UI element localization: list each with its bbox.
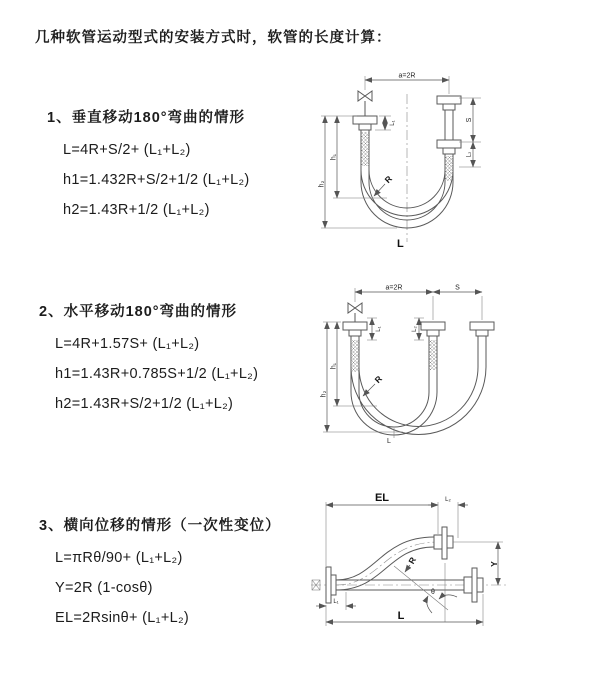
- section-horizontal-movement: [39, 300, 258, 419]
- section-2-heading: 2、水平移动180°弯曲的情形: [39, 304, 238, 320]
- dim-el-label: EL: [374, 492, 390, 504]
- formula-length: L=4R+1.57S+ (L₁+L₂): [55, 336, 200, 352]
- dimension-h: [321, 322, 404, 432]
- dim-h2-label: h₂: [320, 390, 328, 398]
- formula-h2: h2=1.43R+S/2+1/2 (L₁+L₂): [55, 396, 234, 412]
- dim-l2-label: L₂: [445, 497, 451, 503]
- formula-y: Y=2R (1-cosθ): [55, 580, 153, 596]
- dim-l1-label: L₁: [390, 120, 396, 126]
- dim-l1-label: L₁: [376, 326, 382, 332]
- dim-a2r-label: a=2R: [385, 284, 403, 292]
- formula-h2: h2=1.43R+1/2 (L₁+L₂): [63, 202, 210, 218]
- dimension-a2r: [365, 73, 449, 81]
- valve-icon: [348, 288, 362, 322]
- dimension-l1: [375, 116, 396, 130]
- hose-u-bends: [351, 336, 486, 435]
- formula-h1: h1=1.43R+0.785S+1/2 (L₁+L₂): [55, 366, 259, 382]
- diagram-lateral-displacement: [306, 488, 596, 648]
- section-lateral-displacement: [39, 514, 281, 633]
- dim-l-label: L: [397, 610, 405, 622]
- formula-length: L=4R+S/2+ (L₁+L₂): [63, 142, 191, 158]
- formula-el: EL=2Rsinθ+ (L₁+L₂): [55, 610, 190, 626]
- dim-l-label: L: [387, 438, 391, 445]
- formula-h1: h1=1.432R+S/2+1/2 (L₁+L₂): [63, 172, 250, 188]
- dimension-s: [459, 98, 481, 167]
- curved-hose: [336, 527, 453, 590]
- diagram-horizontal-180-bend: [315, 282, 595, 462]
- radius-callout: [405, 555, 418, 572]
- dim-h1-label: h₁: [330, 362, 338, 370]
- dim-h2-label: h₂: [318, 180, 326, 188]
- dim-l1-label: L₁: [333, 599, 339, 605]
- dim-h1-label: h₁: [330, 153, 338, 161]
- dim-y-label: Y: [489, 561, 499, 567]
- radius-callout: [363, 374, 384, 396]
- radius-callout: [374, 174, 394, 196]
- dimension-a2r: [355, 285, 482, 321]
- section-vertical-movement: [47, 106, 250, 225]
- dim-a2r-label: a=2R: [398, 72, 416, 80]
- dimension-l1: [367, 318, 382, 340]
- formula-length: L=πRθ/90+ (L₁+L₂): [55, 550, 183, 566]
- valve-icon: [358, 76, 372, 116]
- dim-s-label: S: [455, 284, 460, 292]
- radius-label: R: [382, 173, 394, 185]
- angle-theta-label: θ: [431, 589, 435, 596]
- dim-s-label: S: [466, 117, 473, 123]
- hose-fittings: [343, 322, 494, 336]
- dim-l2-label: L₂: [412, 326, 418, 332]
- radius-label: R: [406, 555, 418, 566]
- section-1-heading: 1、垂直移动180°弯曲的情形: [47, 110, 246, 126]
- dimension-l: [326, 594, 483, 626]
- dim-l2-label: L₂: [466, 151, 473, 158]
- dim-l-label: L: [397, 238, 404, 250]
- radius-label: R: [372, 373, 384, 385]
- page-title: 几种软管运动型式的安装方式时，软管的长度计算：: [35, 30, 392, 46]
- section-3-heading: 3、横向位移的情形（一次性变位）: [39, 518, 281, 534]
- diagram-vertical-180-bend: [313, 70, 593, 255]
